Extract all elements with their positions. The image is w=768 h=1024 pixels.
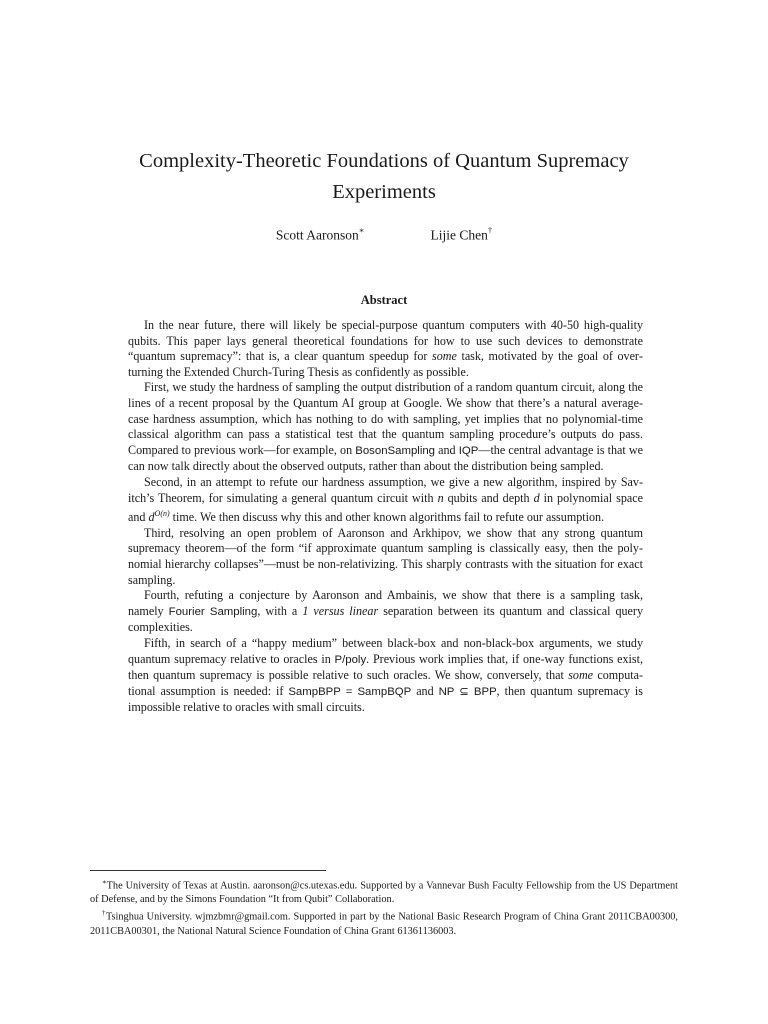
footnote-mark: ∗ [102,879,107,886]
paper-title: Complexity-Theoretic Foundations of Quantum Supremacy Experiments [139,150,629,203]
abstract-paragraph: Third, resolving an open problem of Aaronson and Arkhipov, we show that any strong quantum supremacy theorem—of the form “if approximate quantum sampling is classically easy, then the polynomial hierarchy collapses”—must be non-relativizing. This sharply contrasts with the situation for exact sampling. [128,525,643,587]
author: Lijie Chen† [430,225,493,243]
abstract-paragraph: First, we study the hardness of sampling the output distribution of a random quantum circuit, along the lines of a recent proposal by the Quantum AI group at Google. We show that there’s a natural average-case hardness assumption, which has nothing to do with sampling, yet implies that no polynomial-time classical algorithm can pass a statistical test that the quantum sampling procedure’s outputs do pass. Compared to previous work—for example, on BosonSampling and IQP—the central advantage is that we can now talk directly about the observed outputs, rather than about the distribution being sampled. [128,380,643,474]
footnote: †Tsinghua University. wjmzbmr@gmail.com. Supported in part by the National Basic Research Program of China Grant 2011CBA00300, 2011CBA00301, the National Natural Science Foundation of China Grant 61361136003. [90,910,678,937]
footnote: ∗The University of Texas at Austin. aaronson@cs.utexas.edu. Supported by a Vannevar Bush Faculty Fellowship from the US Department of Defense, and by the Simons Foundation “It from Qubit” Collaboration. [90,879,678,906]
author-footnote-mark: † [487,225,493,235]
abstract-paragraph: In the near future, there will likely be special-purpose quantum computers with 40-50 high-quality qubits. This paper lays general theoretical foundations for how to use such devices to demonstrate “quantum supremacy”: that is, a clear quantum speedup for some task, motivated by the goal of overturning the Extended Church-Turing Thesis as confidently as possible. [128,318,643,379]
author-list [0,226,768,244]
abstract-body [128,318,643,716]
footnote-divider [90,870,326,871]
author-footnote-mark: ∗ [358,225,365,235]
abstract-paragraph: Second, in an attempt to refute our hardness assumption, we give a new algorithm, inspired by Savitch’s Theorem, for simulating a general quantum circuit with n qubits and depth d in polynomial space and $d^{O(n)}$ time. We then discuss why this and other known algorithms fail to refute our assumption. [128,474,643,525]
author: Scott Aaronson∗ [275,225,365,243]
abstract-heading: Abstract [360,293,408,307]
abstract-paragraph: Fifth, in search of a “happy medium” between black-box and non-black-box arguments, we study quantum supremacy relative to oracles in P/poly. Previous work implies that, if one-way functions exist, then quantum supremacy is possible relative to such oracles. We show, conversely, that some computational assumption is needed: if SampBPP = SampBQP and NP ⊆ BPP, then quantum supremacy is impossible relative to oracles with small circuits. [128,635,644,715]
footnote-mark: † [102,910,106,918]
footnotes [90,876,678,938]
abstract-paragraph: Fourth, refuting a conjecture by Aaronson and Ambainis, we show that there is a sampling task, namely Fourier Sampling, with a 1 versus linear separation between its quantum and classical query complexities. [128,588,644,635]
